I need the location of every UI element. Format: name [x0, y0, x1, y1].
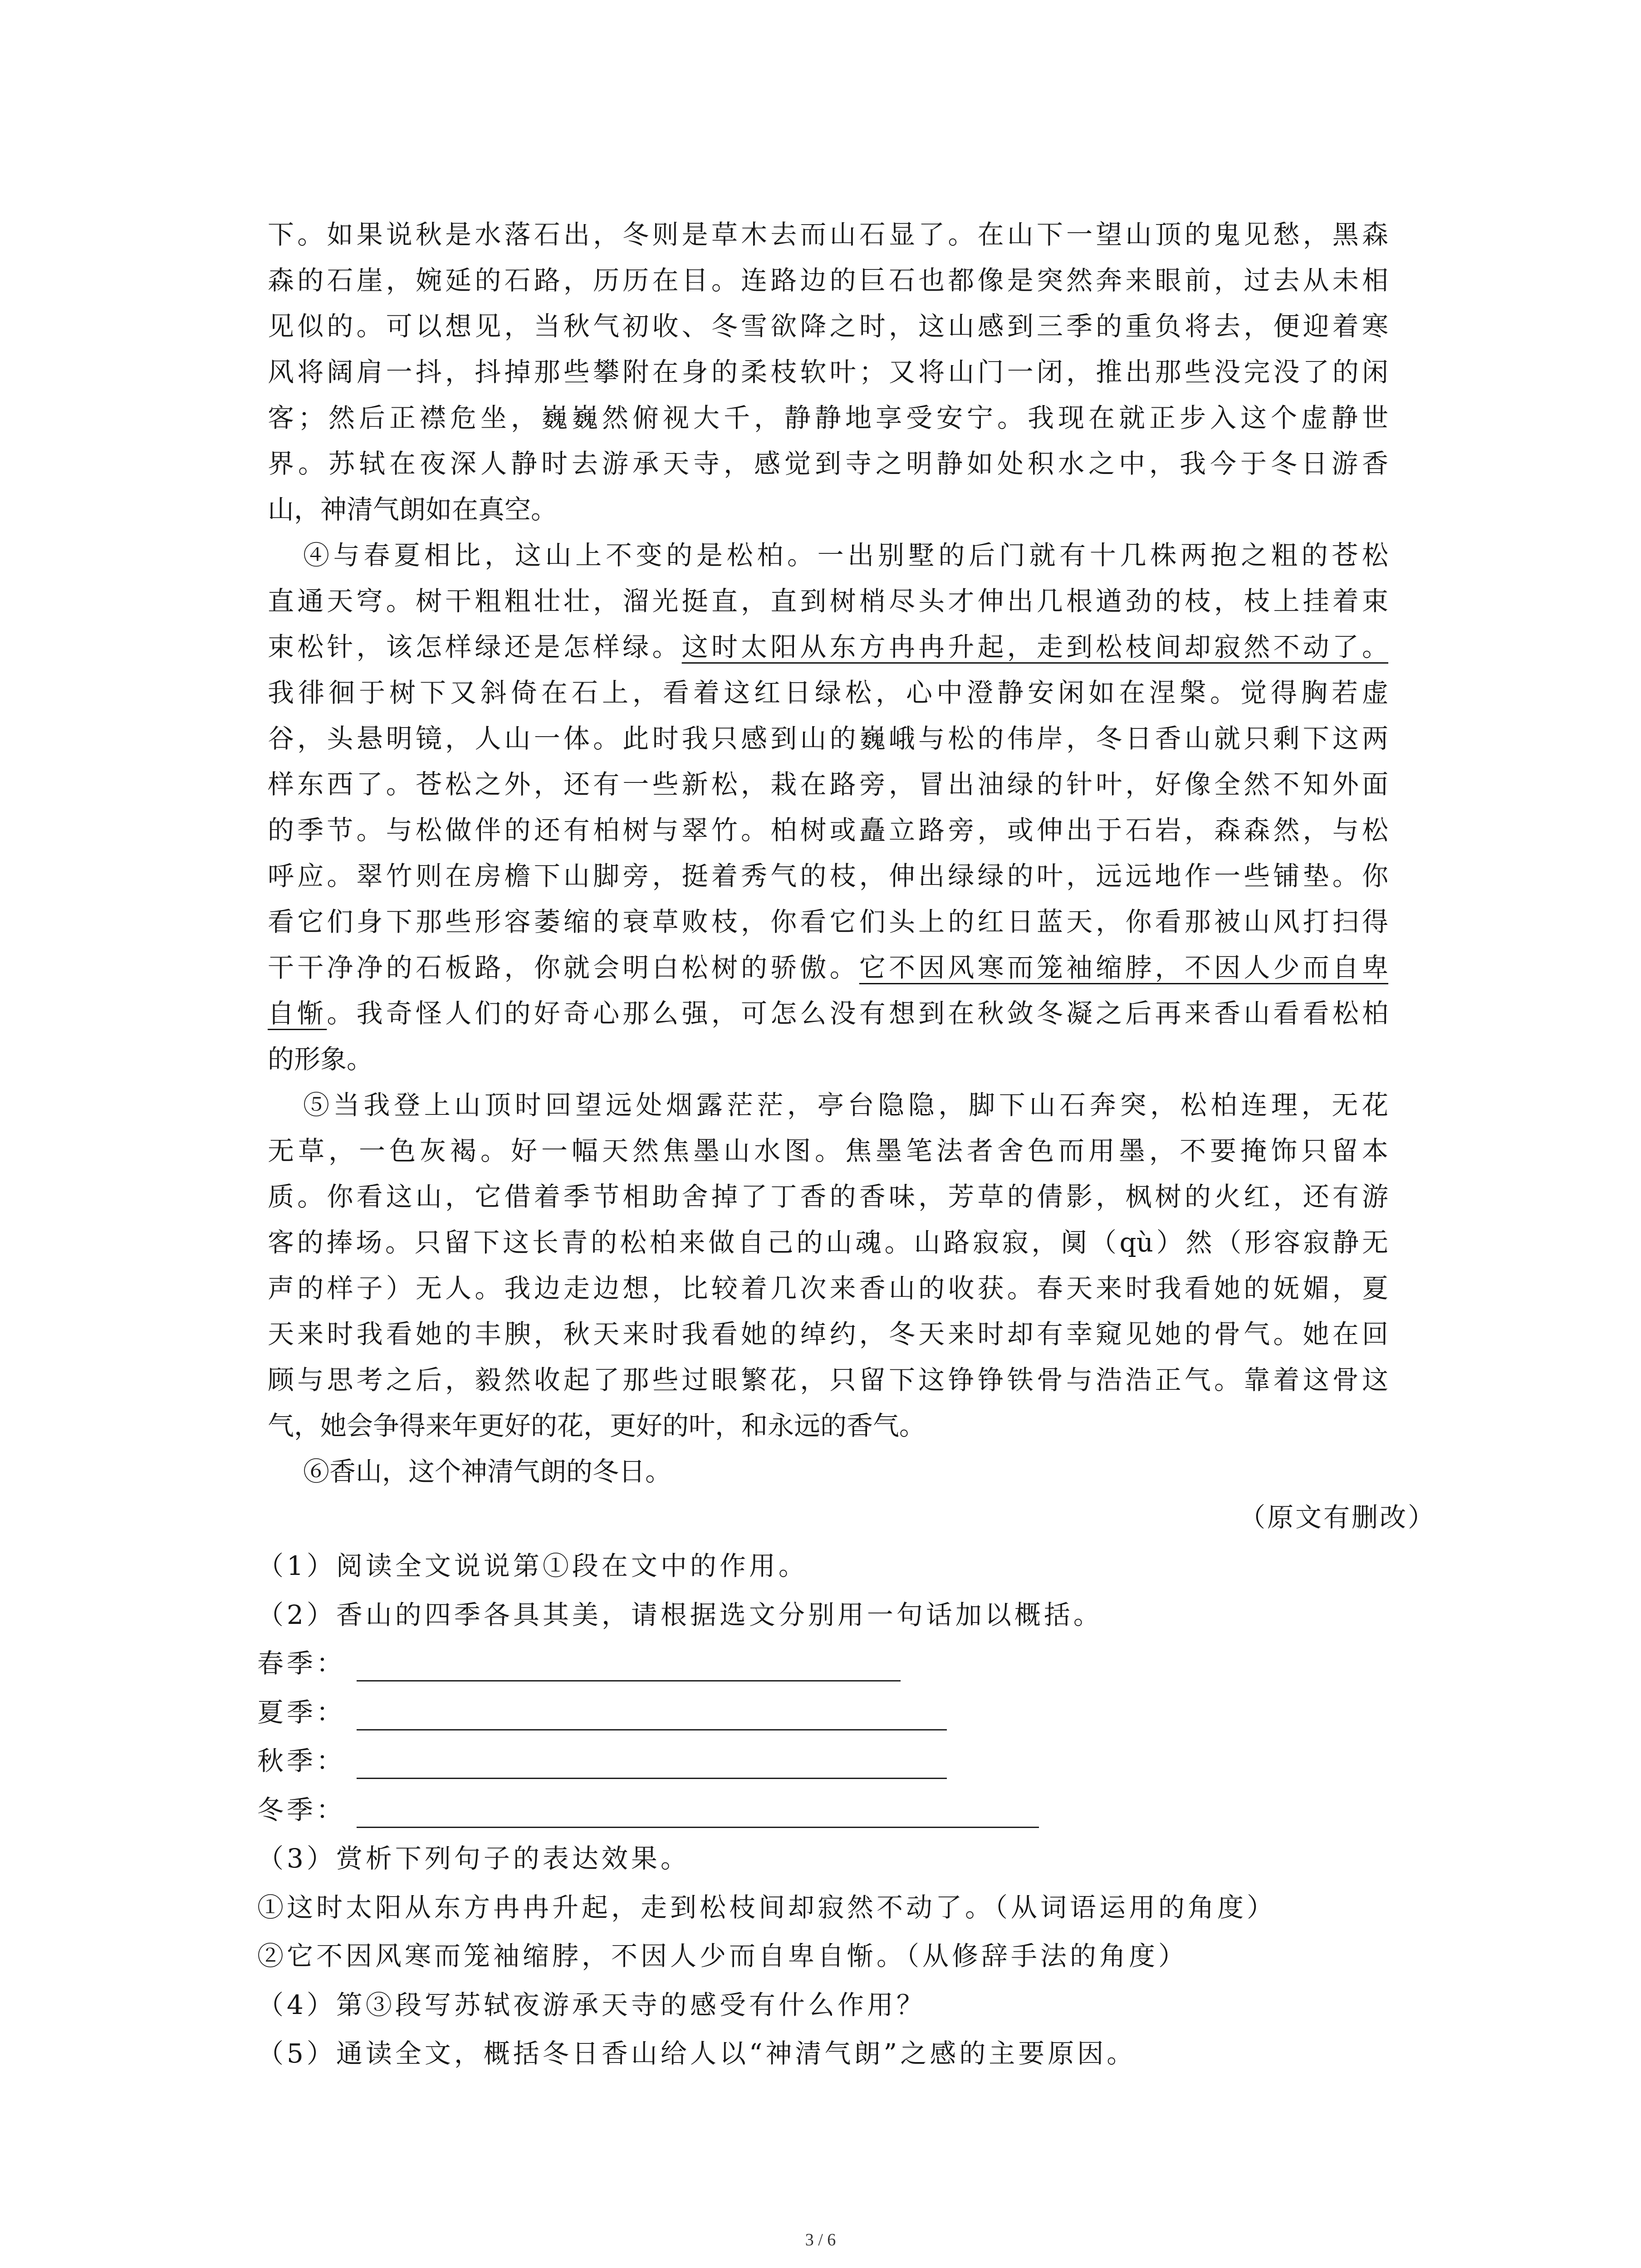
answer-blank-line [357, 1688, 947, 1730]
season-answer-row [257, 1737, 1573, 1786]
answer-blank-line [357, 1639, 901, 1681]
question-list [257, 1542, 1573, 2078]
source-note: （原文有删改） [1239, 1502, 1436, 1533]
passage-line: 的形象。 [268, 1044, 373, 1075]
passage-line: 顾与思考之后，毅然收起了那些过眼繁花，只留下这铮铮铁骨与浩浩正气。靠着这骨这 [268, 1364, 1388, 1395]
underlined-sentence: 它不因风寒而笼袖缩脖，不因人少而自卑 [859, 952, 1388, 983]
passage-text: 。我奇怪人们的好奇心那么强，可怎么没有想到在秋敛冬凝之后再来香山看看松柏 [327, 998, 1388, 1029]
passage-line: 直通天穹。树干粗粗壮壮，溜光挺直，直到树梢尽头才伸出几根遒劲的枝，枝上挂着束 [268, 586, 1388, 616]
passage-line: 见似的。可以想见，当秋气初收、冬雪欲降之时，这山感到三季的重负将去，便迎着寒 [268, 311, 1388, 342]
reading-passage [268, 212, 1388, 1495]
passage-line: 下。如果说秋是水落石出，冬则是草木去而山石显了。在山下一望山顶的鬼见愁，黑森 [268, 219, 1388, 250]
underlined-sentence: 自惭 [268, 998, 327, 1029]
passage-text: 束松针，该怎样绿还是怎样绿。 [268, 631, 682, 662]
season-answer-row [257, 1688, 1573, 1737]
passage-line: 山，神清气朗如在真空。 [268, 494, 558, 525]
question-3: （3）赏析下列句子的表达效果。 [257, 1843, 690, 1874]
question-3-item: ②它不因风寒而笼袖缩脖，不因人少而自卑自惭。（从修辞手法的角度） [257, 1941, 1188, 1971]
paragraph-3-end [268, 212, 1388, 533]
passage-line: ⑤当我登上山顶时回望远处烟露茫茫，亭台隐隐，脚下山石奔突，松柏连理，无花 [303, 1090, 1388, 1120]
question-1: （1）阅读全文说说第①段在文中的作用。 [257, 1550, 808, 1581]
passage-line: 声的样子）无人。我边走边想，比较着几次来香山的收获。春天来时我看她的妩媚，夏 [268, 1273, 1388, 1304]
season-label: 秋季： [257, 1745, 346, 1776]
passage-line: 样东西了。苍松之外，还有一些新松，栽在路旁，冒出油绿的针叶，好像全然不知外面 [268, 769, 1388, 800]
passage-line: 的季节。与松做伴的还有柏树与翠竹。柏树或矗立路旁，或伸出于石岩，森森然，与松 [268, 815, 1388, 846]
passage-line: 天来时我看她的丰腴，秋天来时我看她的绰约，冬天来时却有幸窥见她的骨气。她在回 [268, 1319, 1388, 1349]
question-4: （4）第③段写苏轼夜游承天寺的感受有什么作用？ [257, 1989, 926, 2020]
answer-blank-line [357, 1737, 947, 1779]
passage-line: 客；然后正襟危坐，巍巍然俯视大千，静静地享受安宁。我现在就正步入这个虚静世 [268, 402, 1388, 433]
season-label: 春季： [257, 1648, 346, 1679]
paragraph-5 [268, 1082, 1388, 1449]
question-2: （2）香山的四季各具其美，请根据选文分别用一句话加以概括。 [257, 1599, 1103, 1630]
answer-blank-line [357, 1786, 1039, 1828]
paragraph-6 [268, 1449, 1388, 1495]
passage-line: 谷，头悬明镜，人山一体。此时我只感到山的巍峨与松的伟岸，冬日香山就只剩下这两 [268, 723, 1388, 754]
passage-line [268, 624, 1388, 670]
passage-line: 风将阔肩一抖，抖掉那些攀附在身的柔枝软叶；又将山门一闭，推出那些没完没了的闲 [268, 357, 1388, 387]
passage-line: 界。苏轼在夜深人静时去游承天寺，感觉到寺之明静如处积水之中，我今于冬日游香 [268, 448, 1388, 479]
paragraph-4 [268, 533, 1388, 1082]
passage-line: 质。你看这山，它借着季节相助舍掉了丁香的香味，芳草的倩影，枫树的火红，还有游 [268, 1181, 1388, 1212]
passage-line: 客的捧场。只留下这长青的松柏来做自己的山魂。山路寂寂，阒（qù）然（形容寂静无 [268, 1227, 1388, 1258]
season-label: 冬季： [257, 1794, 346, 1825]
passage-line [268, 991, 1388, 1036]
passage-line [268, 945, 1388, 991]
passage-line: 呼应。翠竹则在房檐下山脚旁，挺着秀气的枝，伸出绿绿的叶，远远地作一些铺垫。你 [268, 860, 1388, 891]
passage-text: 干干净净的石板路，你就会明白松树的骄傲。 [268, 952, 859, 983]
passage-line: 无草，一色灰褐。好一幅天然焦墨山水图。焦墨笔法者舍色而用墨，不要掩饰只留本 [268, 1135, 1388, 1166]
season-answer-row [257, 1639, 1573, 1688]
passage-line: ④与春夏相比，这山上不变的是松柏。一出别墅的后门就有十几株两抱之粗的苍松 [303, 540, 1388, 571]
season-answer-row [257, 1786, 1573, 1835]
page-number: 3 / 6 [805, 2230, 836, 2249]
passage-line: 气，她会争得来年更好的花，更好的叶，和永远的香气。 [268, 1410, 926, 1441]
underlined-sentence: 这时太阳从东方冉冉升起，走到松枝间却寂然不动了。 [681, 631, 1388, 662]
passage-line: ⑥香山，这个神清气朗的冬日。 [303, 1456, 672, 1487]
season-label: 夏季： [257, 1696, 346, 1728]
question-5: （5）通读全文，概括冬日香山给人以“神清气朗”之感的主要原因。 [257, 2038, 1136, 2069]
passage-line: 看它们身下那些形容萎缩的衰草败枝，你看它们头上的红日蓝天，你看那被山风打扫得 [268, 906, 1388, 937]
question-3-item: ①这时太阳从东方冉冉升起，走到松枝间却寂然不动了。（从词语运用的角度） [257, 1892, 1277, 1923]
passage-line: 森的石崖，婉延的石路，历历在目。连路边的巨石也都像是突然奔来眼前，过去从未相 [268, 265, 1388, 296]
passage-line: 我徘徊于树下又斜倚在石上，看着这红日绿松，心中澄静安闲如在涅槃。觉得胸若虚 [268, 677, 1388, 708]
